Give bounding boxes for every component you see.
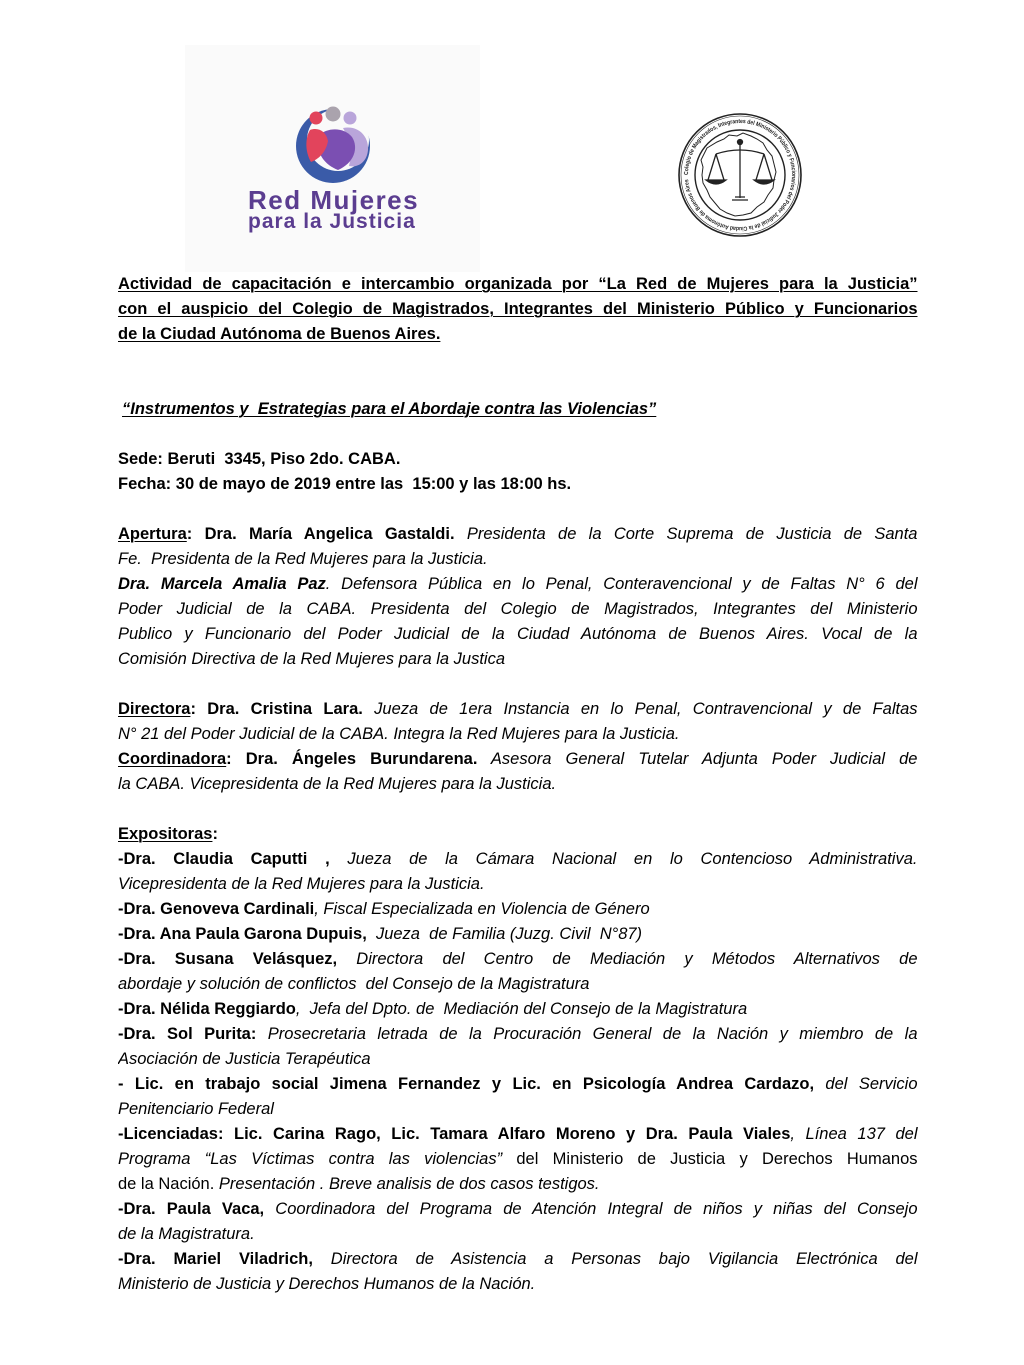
text-run: de la Ciudad Autónoma de Buenos Aires.	[118, 325, 441, 343]
text-line	[118, 447, 918, 472]
text-line	[118, 697, 918, 722]
document-body	[118, 272, 918, 1297]
text-run: , Línea 137 del	[790, 1125, 918, 1143]
text-line	[118, 472, 918, 497]
text-line	[118, 1197, 918, 1222]
text-line	[118, 872, 918, 897]
lavender-figure-head	[344, 112, 357, 125]
text-run: Directora	[118, 700, 191, 718]
text-line	[118, 622, 918, 647]
text-run: -Dra. Claudia Caputti ,	[118, 850, 330, 868]
line-content	[118, 1222, 255, 1247]
organizer-heading	[118, 272, 918, 347]
text-line	[118, 1122, 918, 1147]
text-line	[118, 947, 918, 972]
text-line	[118, 1147, 918, 1172]
text-run: :	[212, 825, 218, 843]
text-run: la CABA. Vicepresidenta de la Red Mujeres para la Justicia.	[118, 775, 557, 793]
speaker-velasquez	[118, 947, 918, 997]
line-content	[118, 322, 440, 347]
text-run: “Instrumentos y Estrategias para el Abordaje contra las Violencias”	[122, 400, 657, 418]
text-line	[118, 522, 918, 547]
text-run: Comisión Directiva de la Red Mujeres para la Justica	[118, 650, 505, 668]
text-line	[118, 722, 918, 747]
text-run: , Jefa del Dpto. de Mediación del Consejo de la Magistratura	[295, 1000, 748, 1018]
opening-gastaldi	[118, 522, 918, 572]
text-line	[118, 322, 918, 347]
text-line	[118, 547, 918, 572]
text-line	[118, 1272, 918, 1297]
speaker-reggiardo	[118, 997, 918, 1022]
line-content	[118, 972, 589, 997]
text-line	[118, 922, 918, 947]
line-content	[118, 1122, 918, 1147]
text-run: Vicepresidenta de la Red Mujeres para la Justicia.	[118, 875, 485, 893]
text-run: de la Nación.	[118, 1175, 215, 1193]
line-content	[118, 297, 918, 322]
line-content	[118, 622, 918, 647]
text-run: Expositoras	[118, 825, 213, 843]
line-content	[118, 722, 679, 747]
speaker-cardinali	[118, 897, 918, 922]
line-content	[118, 822, 218, 847]
line-content	[118, 772, 556, 797]
opening-paz	[118, 572, 918, 672]
text-line	[118, 1172, 918, 1197]
text-run: : Dra. Ángeles Burundarena.	[226, 750, 478, 768]
line-content	[118, 697, 918, 722]
line-content	[118, 522, 918, 547]
line-content	[118, 847, 918, 872]
line-content	[118, 1022, 918, 1047]
city-map-outline	[701, 133, 776, 216]
speaker-purita	[118, 1022, 918, 1072]
text-line	[118, 297, 918, 322]
text-run: : Dra. Cristina Lara.	[190, 700, 363, 718]
text-run: , Fiscal Especializada en Violencia de Género	[314, 900, 650, 918]
speaker-garona	[118, 922, 918, 947]
text-run: Dra. Marcela Amalia Paz	[118, 575, 326, 593]
text-run: -Dra. Ana Paula Garona Dupuis,	[118, 925, 367, 943]
red-mujeres-logo	[185, 45, 480, 272]
text-run: Jueza de Familia (Juzg. Civil N°87)	[366, 925, 643, 943]
text-run: -Dra. Genoveva Cardinali	[118, 900, 315, 918]
text-run: de la Magistratura.	[118, 1225, 255, 1243]
text-run: Programa “Las Víctimas contra las violencias”	[118, 1150, 503, 1168]
text-line	[122, 397, 918, 422]
text-run: Jueza de la Cámara Nacional en lo Contencioso Administrativa.	[329, 850, 918, 868]
line-content	[118, 1172, 600, 1197]
women-figures-icon	[288, 106, 380, 188]
text-run: con el auspicio del Colegio de Magistrados, Integrantes del Ministerio Público y Funcionarios	[118, 300, 918, 318]
line-content	[122, 397, 656, 422]
text-run: del Ministerio de Justicia y Derechos Humanos	[502, 1150, 918, 1168]
text-line	[118, 597, 918, 622]
text-line	[118, 1222, 918, 1247]
text-run: Presidenta de la Corte Suprema de Justicia de Santa	[454, 525, 918, 543]
text-line	[118, 572, 918, 597]
text-line	[118, 772, 918, 797]
line-content	[118, 447, 400, 472]
gray-figure-head	[326, 107, 341, 122]
line-content	[118, 1272, 535, 1297]
text-line	[118, 822, 918, 847]
logo-name-line2: para la Justicia	[248, 210, 416, 233]
line-content	[118, 472, 571, 497]
text-run: -Dra. Paula Vaca,	[118, 1200, 265, 1218]
text-run: -Dra. Mariel Viladrich,	[118, 1250, 313, 1268]
text-run: Publico y Funcionario del Poder Judicial de la Ciudad Autónoma de Buenos Aires. Vocal de la	[118, 625, 918, 643]
text-run: Actividad de capacitación e intercambio organizada por “La Red de Mujeres para la Justicia”	[118, 275, 918, 293]
speaker-fernandez-cardazo	[118, 1072, 918, 1122]
line-content	[118, 872, 485, 897]
text-run: Fe. Presidenta de la Red Mujeres para la Justicia.	[118, 550, 488, 568]
line-content	[118, 272, 918, 297]
text-line	[118, 1022, 918, 1047]
text-line	[118, 897, 918, 922]
line-content	[118, 597, 918, 622]
speaker-vaca	[118, 1197, 918, 1247]
text-run: Coordinadora	[118, 750, 227, 768]
text-run: abordaje y solución de conflictos del Consejo de la Magistratura	[118, 975, 590, 993]
line-content	[118, 1072, 918, 1097]
line-content	[118, 1047, 371, 1072]
text-run: -Licenciadas: Lic. Carina Rago, Lic. Tamara Alfaro Moreno y Dra. Paula Viales	[118, 1125, 791, 1143]
speaker-caputti	[118, 847, 918, 897]
text-run: Asociación de Justicia Terapéutica	[118, 1050, 371, 1068]
line-content	[118, 922, 642, 947]
text-run: Fecha: 30 de mayo de 2019 entre las 15:00 y las 18:00 hs.	[118, 475, 572, 493]
text-run: Ministerio de Justicia y Derechos Humanos de la Nación.	[118, 1275, 536, 1293]
director-block	[118, 697, 918, 747]
logo-name-line1: Red Mujeres	[248, 185, 420, 215]
text-run: : Dra. María Angelica Gastaldi.	[186, 525, 455, 543]
line-content	[118, 1247, 917, 1272]
line-content	[118, 572, 918, 597]
magistrates-seal	[677, 112, 803, 238]
line-content	[118, 1097, 274, 1122]
text-run: Penitenciario Federal	[118, 1100, 274, 1118]
line-content	[118, 997, 747, 1022]
line-content	[118, 1147, 918, 1172]
text-run: Jueza de 1era Instancia en lo Penal, Contravencional y de Faltas	[362, 700, 918, 718]
speakers-heading	[118, 822, 918, 847]
line-content	[118, 1197, 918, 1222]
text-run: -Dra. Sol Purita:	[118, 1025, 257, 1043]
seal-ring-text-path: Colegio de Magistrados, Integrantes del Ministerio Público y Funcionarios del Poder Judicial de la Ciudad Autónoma de Buenos Aires	[683, 118, 797, 232]
text-line	[118, 1097, 918, 1122]
text-run: Presentación . Breve analisis de dos casos testigos.	[214, 1175, 600, 1193]
text-run: . Defensora Pública en lo Penal, Conteravencional y de Faltas N° 6 del	[325, 575, 918, 593]
line-content	[118, 947, 918, 972]
text-run: Apertura	[118, 525, 187, 543]
speaker-licenciadas	[118, 1122, 918, 1197]
text-run: N° 21 del Poder Judicial de la CABA. Integra la Red Mujeres para la Justicia.	[118, 725, 680, 743]
text-run: -Dra. Susana Velásquez,	[118, 950, 338, 968]
text-line	[118, 647, 918, 672]
line-content	[118, 647, 505, 672]
scales-of-justice-icon	[706, 140, 774, 201]
text-line	[118, 747, 918, 772]
text-run: - Lic. en trabajo social Jimena Fernandez y Lic. en Psicología Andrea Cardazo,	[118, 1075, 815, 1093]
text-line	[118, 847, 918, 872]
text-line	[118, 272, 918, 297]
text-line	[118, 997, 918, 1022]
text-run: Asesora General Tutelar Adjunta Poder Judicial de	[477, 750, 918, 768]
pink-figure-head	[310, 112, 323, 125]
text-run: Sede: Beruti 3345, Piso 2do. CABA.	[118, 450, 401, 468]
line-content	[118, 897, 650, 922]
event-title	[118, 397, 918, 422]
text-line	[118, 1072, 918, 1097]
line-content	[118, 547, 488, 572]
text-line	[118, 1247, 918, 1272]
text-line	[118, 972, 918, 997]
text-run: del Servicio	[814, 1075, 918, 1093]
text-run: Poder Judicial de la CABA. Presidenta del Colegio de Magistrados, Integrantes del Ministerio	[118, 600, 918, 618]
text-line	[118, 1047, 918, 1072]
coordinator-block	[118, 747, 918, 797]
line-content	[118, 747, 917, 772]
text-run: -Dra. Nélida Reggiardo	[118, 1000, 296, 1018]
venue-info	[118, 447, 918, 497]
text-run: Coordinadora del Programa de Atención Integral de niños y niñas del Consejo	[264, 1200, 918, 1218]
text-run: Prosecretaria letrada de la Procuración General de la Nación y miembro de la	[256, 1025, 918, 1043]
speaker-viladrich	[118, 1247, 918, 1297]
text-run: Directora del Centro de Mediación y Métodos Alternativos de	[337, 950, 918, 968]
text-run: Directora de Asistencia a Personas bajo Vigilancia Electrónica del	[312, 1250, 918, 1268]
